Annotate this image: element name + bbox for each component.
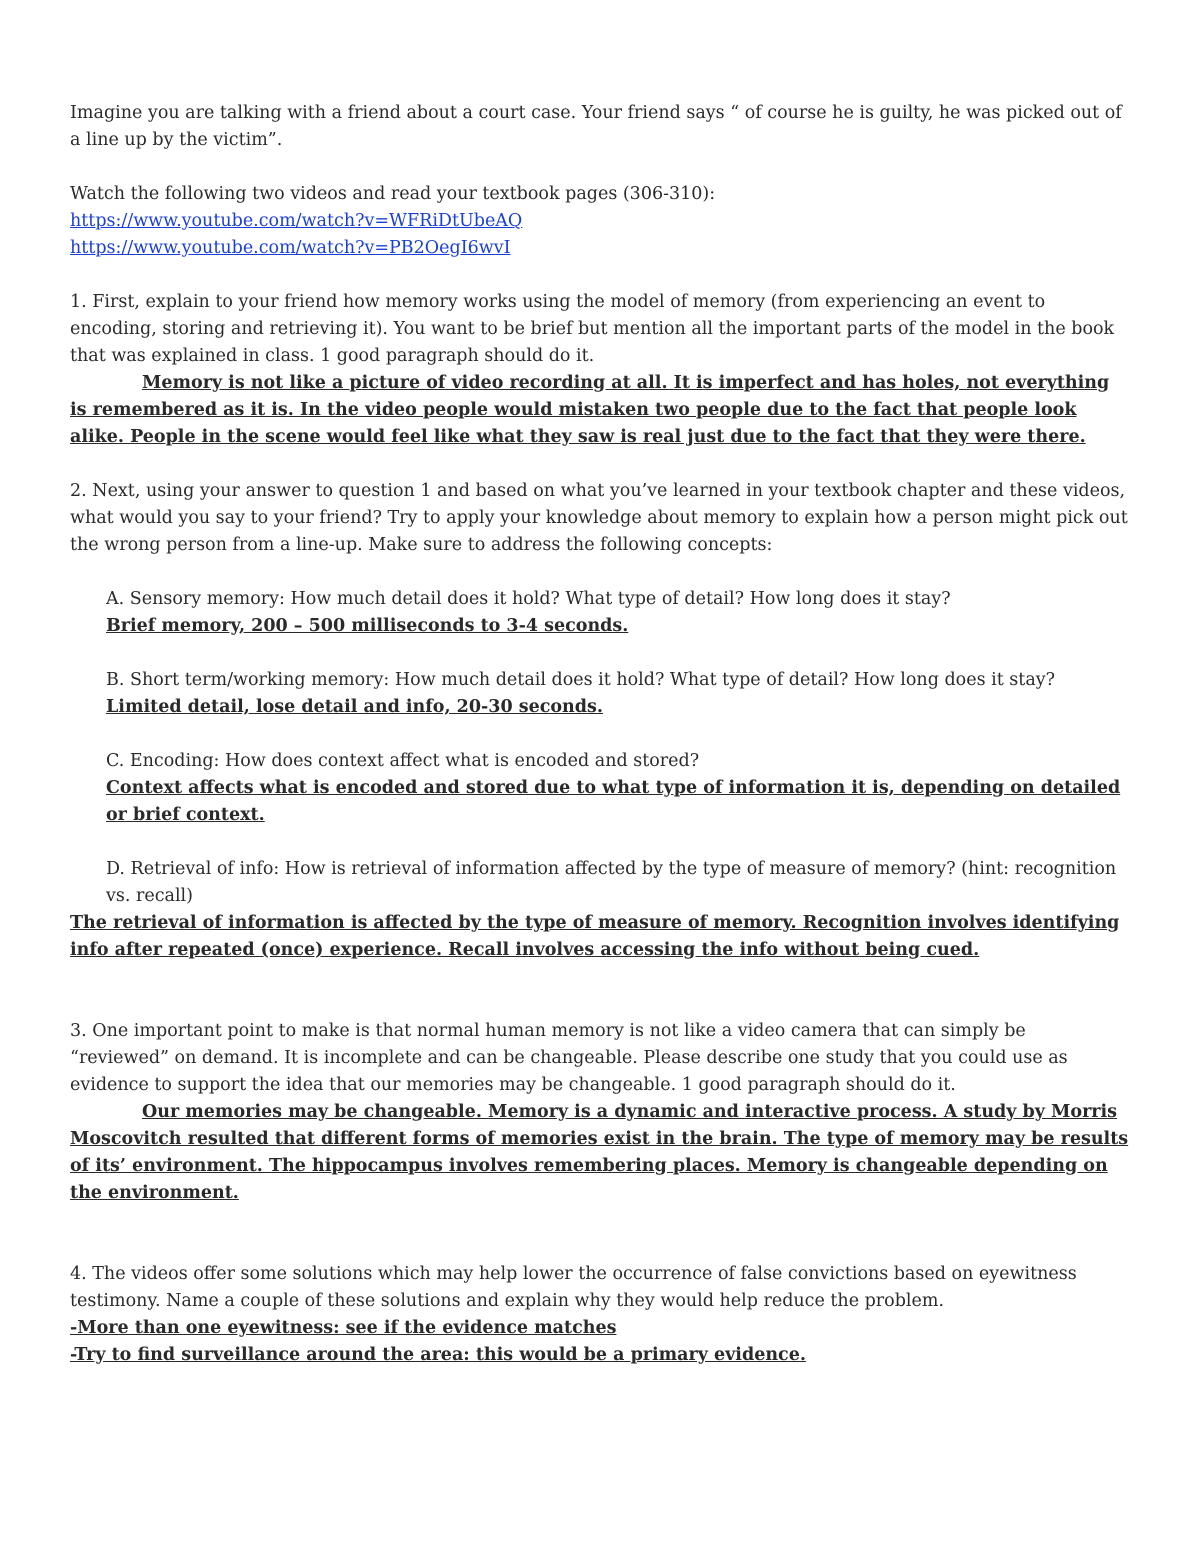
sub-answer-d: The retrieval of information is affected by the type of measure of memory. Recognition involves identifying info after repeated (once) experience. Recall involves accessing the info without being cued.	[70, 913, 1120, 960]
answer-3: Our memories may be changeable. Memory is a dynamic and interactive process. A study by Morris Moscovitch resulted that different forms of memories exist in the brain. The type of memory may be results of its’ environment. The hippocampus involves remembering places. Memory is changeable depending on the environment.	[70, 1102, 1129, 1203]
video-link-1[interactable]: https://www.youtube.com/watch?v=WFRiDtUbeAQ	[70, 211, 523, 231]
document-page	[70, 100, 1130, 1369]
sub-question-a-text: A. Sensory memory: How much detail does it hold? What type of detail? How long does it stay?	[106, 589, 951, 609]
question-3: 3. One important point to make is that normal human memory is not like a video camera that can simply be “reviewed” on demand. It is incomplete and can be changeable. Please describe one study that you could use as evidence to support the idea that our memories may be changeable. 1 good paragraph should do it.	[70, 1021, 1068, 1095]
sub-answer-b: Limited detail, lose detail and info, 20-30 seconds.	[106, 697, 603, 717]
sub-answer-c: Context affects what is encoded and stored due to what type of information it is, depending on detailed or brief context.	[106, 778, 1121, 825]
question-4: 4. The videos offer some solutions which may help lower the occurrence of false convictions based on eyewitness testimony. Name a couple of these solutions and explain why they would help reduce the problem.	[70, 1264, 1077, 1311]
sub-question-c	[106, 748, 1130, 829]
sub-answer-a: Brief memory, 200 – 500 milliseconds to 3-4 seconds.	[106, 616, 629, 636]
intro-paragraph: Imagine you are talking with a friend about a court case. Your friend says “ of course he is guilty, he was picked out of a line up by the victim”.	[70, 103, 1122, 150]
watch-prompt: Watch the following two videos and read your textbook pages (306-310):	[70, 184, 716, 204]
sub-question-a	[106, 586, 1130, 640]
sub-question-d	[106, 856, 1130, 910]
question-1: 1. First, explain to your friend how memory works using the model of memory (from experiencing an event to encoding, storing and retrieving it). You want to be brief but mention all the important parts of the model in the book that was explained in class. 1 good paragraph should do it.	[70, 292, 1115, 366]
video-link-2[interactable]: https://www.youtube.com/watch?v=PB2OegI6wvI	[70, 238, 511, 258]
sub-question-c-text: C. Encoding: How does context affect what is encoded and stored?	[106, 751, 700, 771]
sub-question-d-text: D. Retrieval of info: How is retrieval of information affected by the type of measure of memory? (hint: recognition vs. recall)	[106, 859, 1117, 906]
sub-question-b-text: B. Short term/working memory: How much detail does it hold? What type of detail? How long does it stay?	[106, 670, 1056, 690]
question-2: 2. Next, using your answer to question 1 and based on what you’ve learned in your textbook chapter and these videos, what would you say to your friend? Try to apply your knowledge about memory to explain how a person might pick out the wrong person from a line-up. Make sure to address the following concepts:	[70, 481, 1128, 555]
answer-4-item-1: -More than one eyewitness: see if the evidence matches	[70, 1318, 617, 1338]
sub-question-b	[106, 667, 1130, 721]
answer-1: Memory is not like a picture of video recording at all. It is imperfect and has holes, not everything is remembered as it is. In the video people would mistaken two people due to the fact that people look alike. People in the scene would feel like what they saw is real just due to the fact that they were there.	[70, 373, 1110, 447]
answer-4-item-2: -Try to find surveillance around the area: this would be a primary evidence.	[70, 1345, 806, 1365]
